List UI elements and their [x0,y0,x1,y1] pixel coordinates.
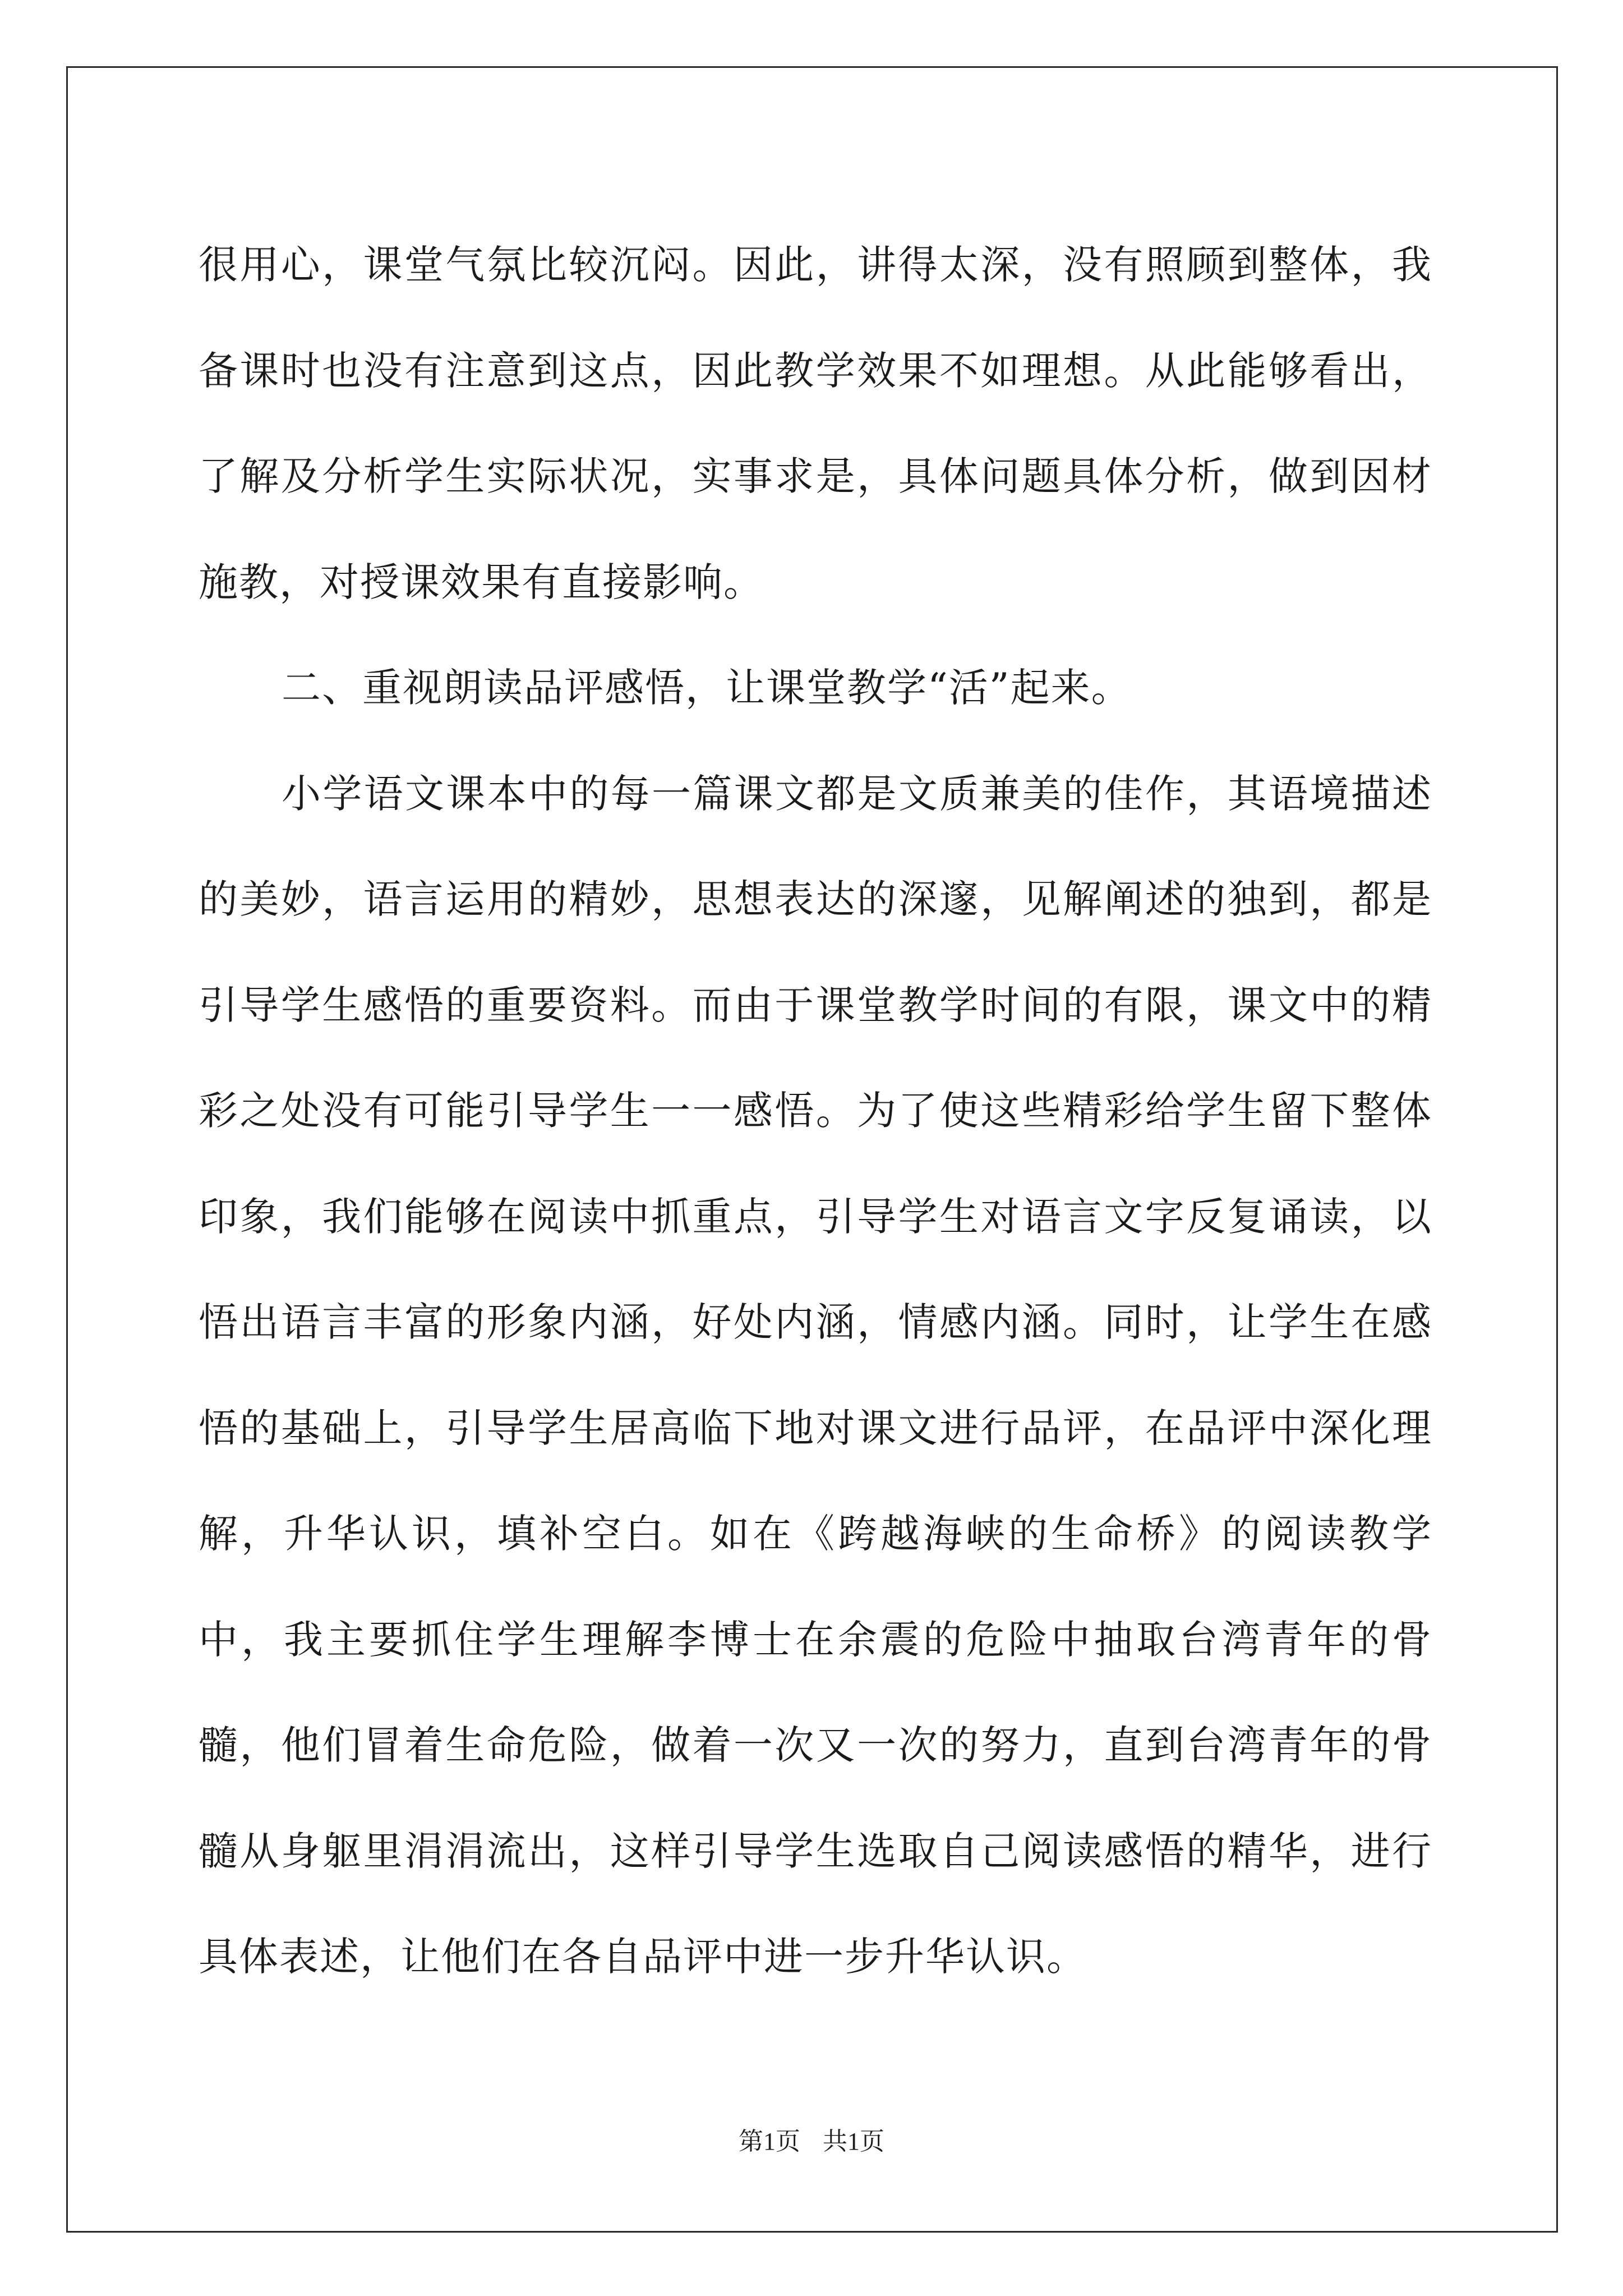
document-body [199,212,1432,2010]
paragraph-continuation: 很用心，课堂气氛比较沉闷。因此，讲得太深，没有照顾到整体，我备课时也没有注意到这点，因此教学效果不如理想。从此能够看出，了解及分析学生实际状况，实事求是，具体问题具体分析，做到因材施教，对授课效果有直接影响。 [199,242,1432,605]
page-number: 第1页 [739,2128,800,2155]
page-count: 共1页 [823,2128,884,2155]
section-heading: 二、重视朗读品评感悟，让课堂教学“活”起来。 [282,665,1132,711]
page-footer [0,2125,1623,2159]
paragraph-body: 小学语文课本中的每一篇课文都是文质兼美的佳作，其语境描述的美妙，语言运用的精妙，思想表达的深邃，见解阐述的独到，都是引导学生感悟的重要资料。而由于课堂教学时间的有限，课文中的精彩之处没有可能引导学生一一感悟。为了使这些精彩给学生留下整体印象，我们能够在阅读中抓重点，引导学生对语言文字反复诵读，以悟出语言丰富的形象内涵，好处内涵，情感内涵。同时，让学生在感悟的基础上，引导学生居高临下地对课文进行品评，在品评中深化理解，升华认识，填补空白。如在《跨越海峡的生命桥》的阅读教学中，我主要抓住学生理解李博士在余震的危险中抽取台湾青年的骨髓，他们冒着生命危险，做着一次又一次的努力，直到台湾青年的骨髓从身躯里涓涓流出，这样引导学生选取自己阅读感悟的精华，进行具体表述，让他们在各自品评中进一步升华认识。 [199,770,1432,1980]
